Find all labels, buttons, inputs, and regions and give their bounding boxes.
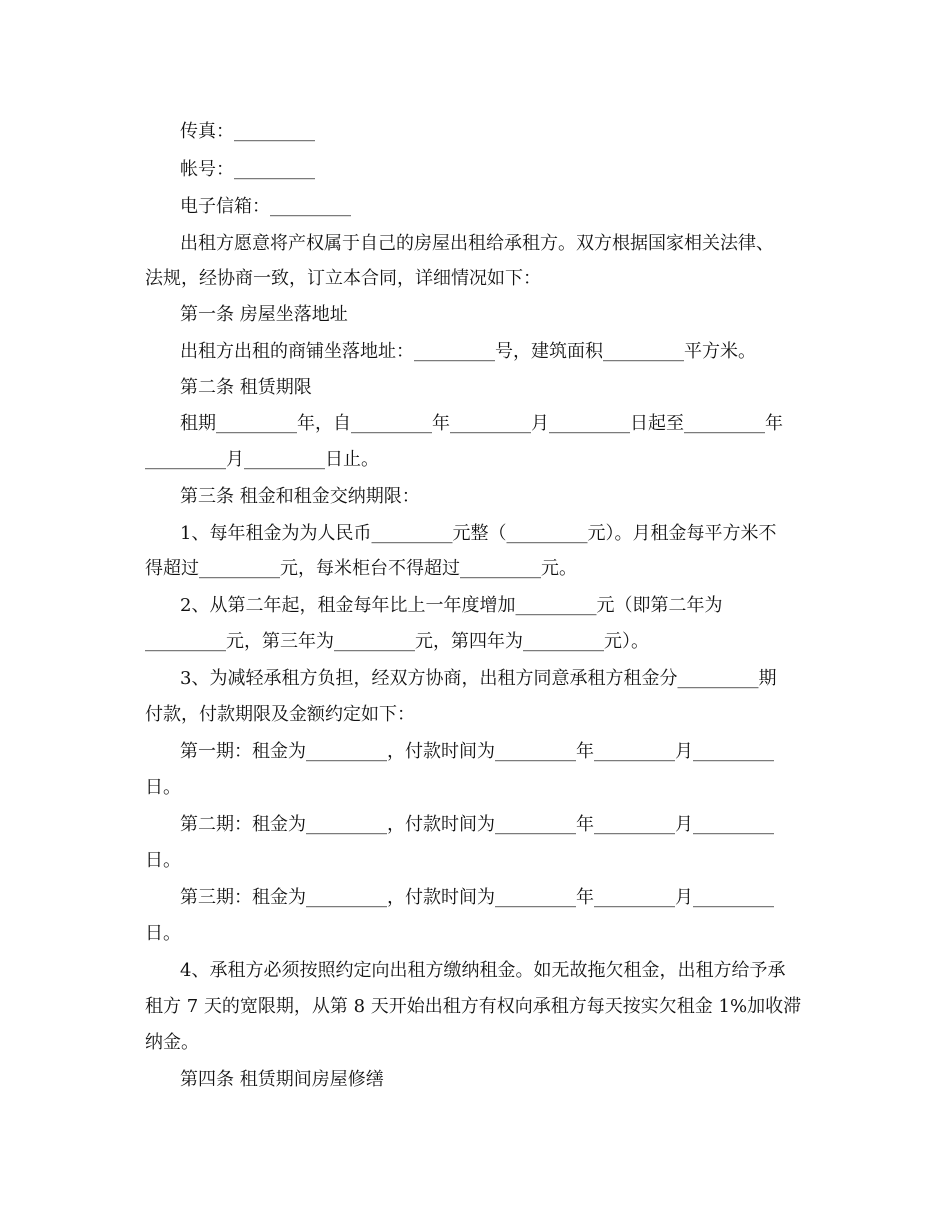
installment-2-line-1: 第二期：租金为_________，付款时间为_________年_________月_________ [180, 814, 774, 835]
lease-term-line-2: _________月_________日止。 [145, 449, 379, 470]
email-line: 电子信箱：_________ [180, 196, 351, 217]
installment-3-line-1: 第三期：租金为_________，付款时间为_________年_________月_________ [180, 887, 774, 908]
rent-clause-3-line-1: 3、为减轻承租方负担，经双方协商，出租方同意承租方租金分_________期 [180, 668, 777, 689]
rent-clause-1-line-2: 得超过_________元，每米柜台不得超过_________元。 [145, 558, 577, 579]
article-4-heading: 第四条 租赁期间房屋修缮 [180, 1069, 384, 1090]
rent-clause-2-line-1: 2、从第二年起，租金每年比上一年度增加_________元（即第二年为 [180, 595, 723, 616]
article-2-heading: 第二条 租赁期限 [180, 377, 312, 398]
intro-paragraph-line-2: 法规，经协商一致，订立本合同，详细情况如下： [145, 268, 541, 289]
installment-1-line-2: 日。 [145, 777, 181, 798]
account-line: 帐号：_________ [180, 159, 315, 180]
fax-line: 传真：_________ [180, 121, 315, 142]
article-1-heading: 第一条 房屋坐落地址 [180, 304, 348, 325]
installment-1-line-1: 第一期：租金为_________，付款时间为_________年_________月_________ [180, 741, 774, 762]
lease-term-line-1: 租期_________年，自_________年_________月_________日起至_________年 [180, 413, 783, 434]
article-3-heading: 第三条 租金和租金交纳期限： [180, 486, 420, 507]
rent-clause-4-line-2: 租方 7 天的宽限期，从第 8 天开始出租方有权向承租方每天按实欠租金 1%加收滞 [145, 996, 802, 1017]
rent-clause-3-line-2: 付款，付款期限及金额约定如下： [145, 704, 415, 725]
intro-paragraph-line-1: 出租方愿意将产权属于自己的房屋出租给承租方。双方根据国家相关法律、 [180, 233, 774, 254]
rent-clause-1-line-1: 1、每年租金为为人民币_________元整（_________元）。月租金每平方米不 [180, 523, 777, 544]
rent-clause-4-line-1: 4、承租方必须按照约定向出租方缴纳租金。如无故拖欠租金，出租方给予承 [180, 960, 786, 981]
rent-clause-2-line-2: _________元，第三年为_________元，第四年为_________元）。 [145, 631, 649, 652]
installment-3-line-2: 日。 [145, 923, 181, 944]
article-1-address-line: 出租方出租的商铺坐落地址：_________号，建筑面积_________平方米。 [180, 341, 756, 362]
rent-clause-4-line-3: 纳金。 [145, 1032, 199, 1053]
installment-2-line-2: 日。 [145, 850, 181, 871]
